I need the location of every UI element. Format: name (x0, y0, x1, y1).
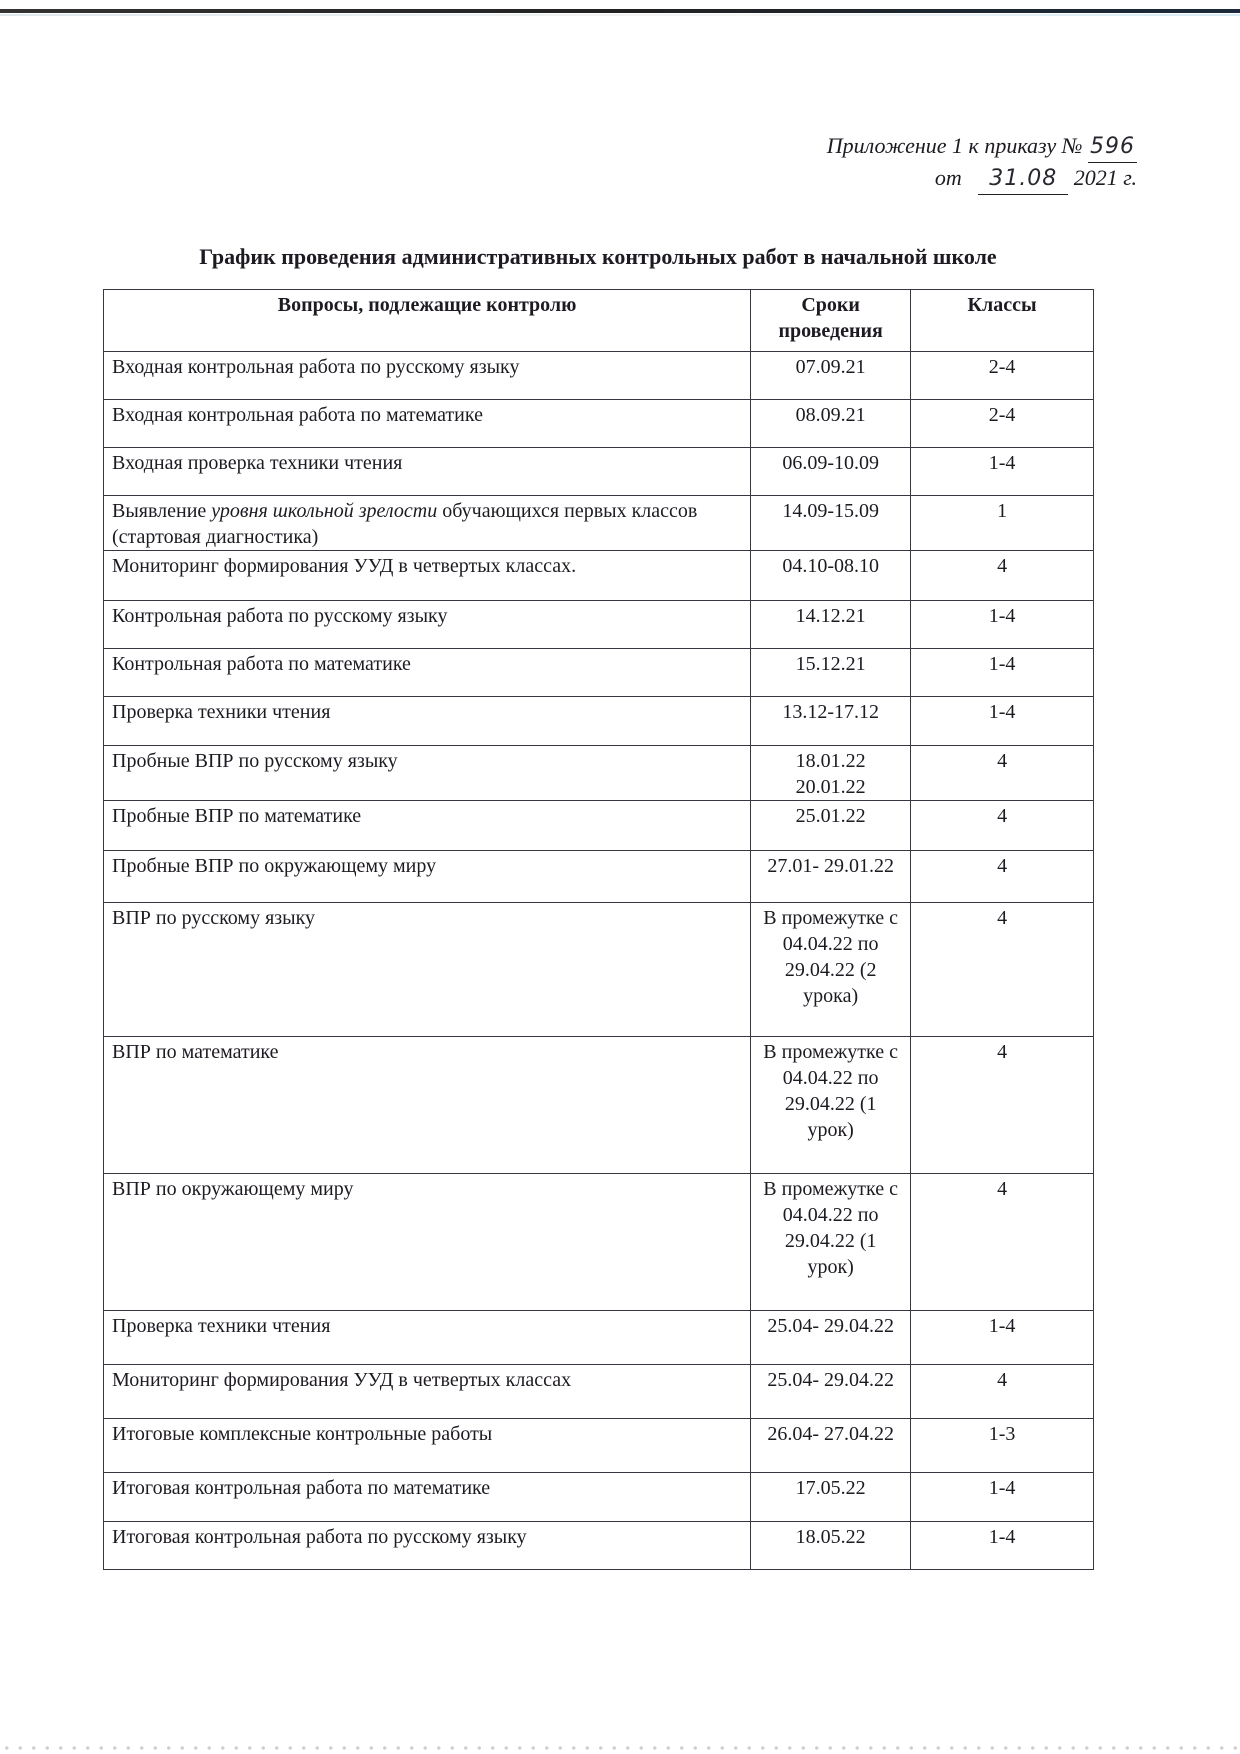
cell-grades: 1 (911, 496, 1094, 551)
table-row (104, 697, 1094, 746)
cell-grades: 1-4 (911, 601, 1094, 649)
cell-topic: Входная контрольная работа по математике (104, 400, 751, 448)
table-row (104, 746, 1094, 801)
cell-grades: 4 (911, 801, 1094, 851)
cell-topic (104, 496, 751, 551)
appendix-order-label: Приложение 1 к приказу № (826, 133, 1083, 158)
cell-dates: 15.12.21 (751, 649, 911, 697)
scan-edge-bottom (0, 1744, 1240, 1752)
table-row (104, 1174, 1094, 1311)
schedule-table-body (104, 352, 1094, 1570)
cell-grades: 4 (911, 1174, 1094, 1311)
topic-text: Выявление (112, 500, 212, 522)
cell-topic: Пробные ВПР по русскому языку (104, 746, 751, 801)
cell-grades: 2-4 (911, 400, 1094, 448)
cell-dates: 13.12-17.12 (751, 697, 911, 746)
appendix-line-1 (827, 131, 1137, 163)
appendix-from-label: от (934, 165, 962, 190)
cell-grades: 1-4 (911, 1473, 1094, 1522)
cell-dates: 25.04- 29.04.22 (751, 1311, 911, 1365)
table-row (104, 496, 1094, 551)
cell-topic: Итоговые комплексные контрольные работы (104, 1419, 751, 1473)
cell-dates: 06.09-10.09 (751, 448, 911, 496)
cell-topic: Контрольная работа по русскому языку (104, 601, 751, 649)
scan-edge-top-shadow (0, 14, 1240, 16)
cell-dates: 07.09.21 (751, 352, 911, 400)
order-number-handwritten: 596 (1088, 132, 1137, 163)
cell-topic: Проверка техники чтения (104, 1311, 751, 1365)
cell-dates: В промежутке с 04.04.22 по 29.04.22 (1 урок) (751, 1037, 911, 1174)
scan-edge-top (0, 9, 1240, 13)
cell-grades: 4 (911, 1365, 1094, 1419)
cell-grades: 1-3 (911, 1419, 1094, 1473)
cell-grades: 4 (911, 1037, 1094, 1174)
table-row (104, 1311, 1094, 1365)
cell-topic: ВПР по окружающему миру (104, 1174, 751, 1311)
cell-grades: 1-4 (911, 1311, 1094, 1365)
cell-topic: ВПР по математике (104, 1037, 751, 1174)
header-grades: Классы (911, 290, 1094, 352)
header-topic: Вопросы, подлежащие контролю (104, 290, 751, 352)
schedule-table (103, 289, 1094, 1570)
cell-topic: Пробные ВПР по окружающему миру (104, 851, 751, 903)
table-row (104, 1419, 1094, 1473)
cell-dates: 04.10-08.10 (751, 551, 911, 601)
cell-dates: 08.09.21 (751, 400, 911, 448)
cell-topic: Мониторинг формирования УУД в четвертых классах (104, 1365, 751, 1419)
cell-topic: Контрольная работа по математике (104, 649, 751, 697)
cell-dates: 14.09-15.09 (751, 496, 911, 551)
table-row (104, 601, 1094, 649)
table-row (104, 1473, 1094, 1522)
cell-topic: Входная проверка техники чтения (104, 448, 751, 496)
cell-topic: ВПР по русскому языку (104, 903, 751, 1037)
cell-topic: Входная контрольная работа по русскому языку (104, 352, 751, 400)
cell-dates: В промежутке с 04.04.22 по 29.04.22 (2 урока) (751, 903, 911, 1037)
cell-dates: В промежутке с 04.04.22 по 29.04.22 (1 урок) (751, 1174, 911, 1311)
cell-grades: 1-4 (911, 649, 1094, 697)
table-row (104, 903, 1094, 1037)
cell-grades: 4 (911, 851, 1094, 903)
table-row (104, 1522, 1094, 1570)
table-row (104, 649, 1094, 697)
table-row (104, 448, 1094, 496)
order-date-handwritten: 31.08 (978, 164, 1068, 195)
cell-grades: 4 (911, 551, 1094, 601)
cell-grades: 1-4 (911, 697, 1094, 746)
table-row (104, 352, 1094, 400)
cell-topic: Итоговая контрольная работа по математике (104, 1473, 751, 1522)
cell-topic: Проверка техники чтения (104, 697, 751, 746)
cell-dates: 17.05.22 (751, 1473, 911, 1522)
cell-grades: 4 (911, 746, 1094, 801)
cell-topic: Итоговая контрольная работа по русскому языку (104, 1522, 751, 1570)
cell-dates: 18.05.22 (751, 1522, 911, 1570)
header-dates: Сроки проведения (751, 290, 911, 352)
table-row (104, 400, 1094, 448)
cell-dates: 14.12.21 (751, 601, 911, 649)
cell-topic: Мониторинг формирования УУД в четвертых классах. (104, 551, 751, 601)
document-title: График проведения административных контрольных работ в начальной школе (199, 244, 997, 269)
table-row (104, 801, 1094, 851)
table-row (104, 551, 1094, 601)
appendix-year: 2021 г. (1073, 165, 1137, 190)
appendix-note (827, 131, 1137, 195)
cell-dates: 26.04- 27.04.22 (751, 1419, 911, 1473)
cell-grades: 4 (911, 903, 1094, 1037)
table-header-row (104, 290, 1094, 352)
cell-grades: 2-4 (911, 352, 1094, 400)
cell-topic: Пробные ВПР по математике (104, 801, 751, 851)
cell-dates: 27.01- 29.01.22 (751, 851, 911, 903)
appendix-line-2 (827, 163, 1137, 195)
cell-grades: 1-4 (911, 448, 1094, 496)
topic-text: обучающихся первых классов (стартовая диагностика) (112, 500, 698, 548)
table-row (104, 851, 1094, 903)
cell-grades: 1-4 (911, 1522, 1094, 1570)
cell-dates: 25.01.22 (751, 801, 911, 851)
cell-dates: 25.04- 29.04.22 (751, 1365, 911, 1419)
topic-italic-text: уровня школьной зрелости (211, 500, 438, 522)
cell-dates: 18.01.22 20.01.22 (751, 746, 911, 801)
table-row (104, 1037, 1094, 1174)
table-row (104, 1365, 1094, 1419)
